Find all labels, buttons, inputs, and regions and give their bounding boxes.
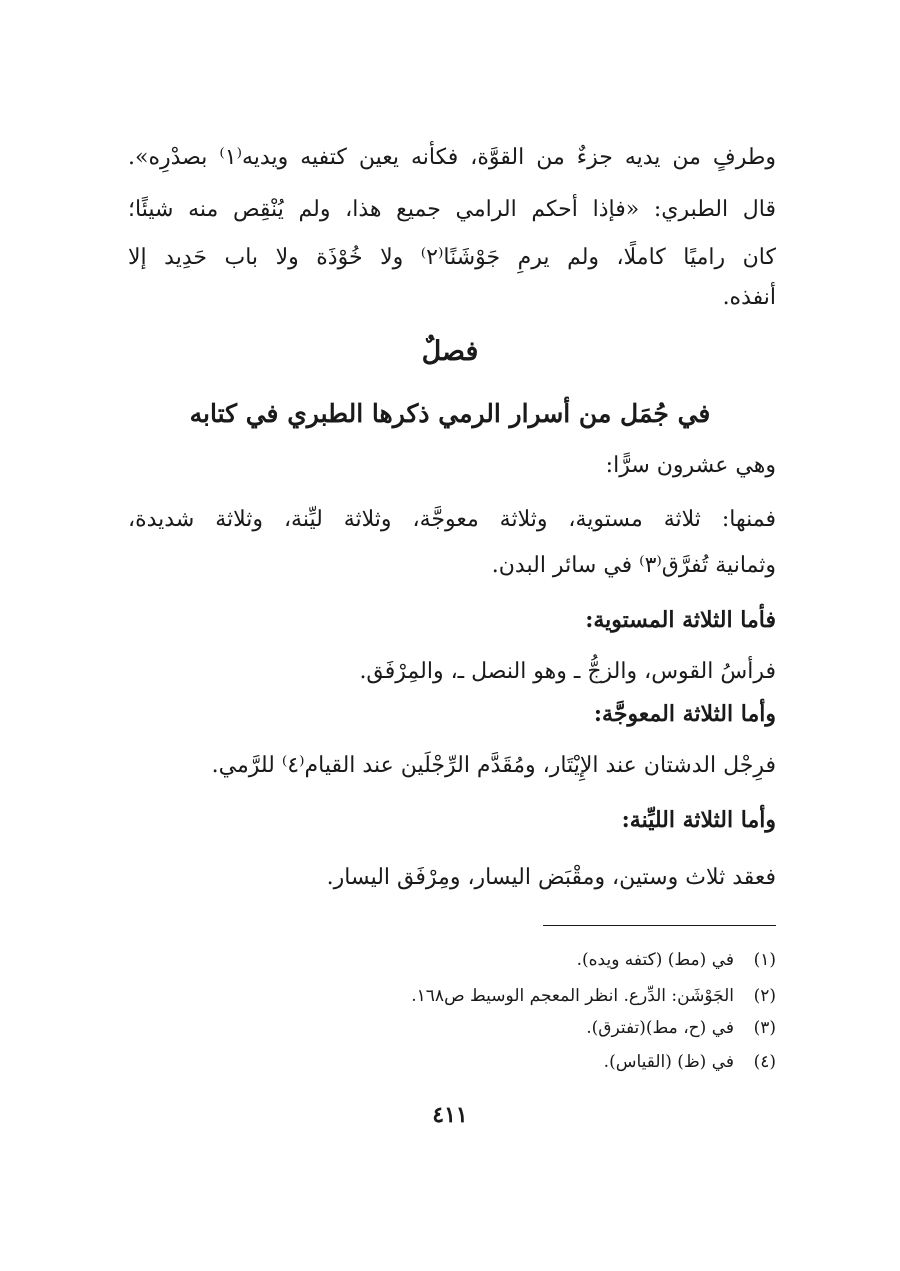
footnote-text: في (ح، مط)(تفترق). <box>586 1018 734 1038</box>
body-line: فرِجْل الدشتان عند الإِيْتَار، ومُقَدَّم الرِّجْلَين عند القيام⁽٤⁾ للرَّمي. <box>211 753 776 778</box>
body-line: كان راميًا كاملًا، ولم يرمِ جَوْشَنًا⁽٢⁾ ولا خُوْذَة ولا باب حَدِيد إلا <box>128 245 776 270</box>
footnote-number: (٤) <box>753 1052 776 1072</box>
section-title: فصلٌ <box>421 336 479 367</box>
page-number: ٤١١ <box>432 1102 468 1128</box>
body-line: فعقد ثلاث وستين، ومقْبَض اليسار، ومِرْفَق اليسار. <box>326 865 776 890</box>
body-line: فمنها: ثلاثة مستوية، وثلاثة معوجَّة، وثلاثة ليِّنة، وثلاثة شديدة، <box>128 507 776 532</box>
footnote-number: (٢) <box>753 986 776 1006</box>
footnote-divider <box>543 925 776 926</box>
body-line: وهي عشرون سرًّا: <box>605 453 776 478</box>
footnote-text: في (مط) (كتفه ويده). <box>576 950 734 970</box>
footnote <box>200 1013 776 1043</box>
footnote-text: في (ظ) (القياس). <box>603 1052 734 1072</box>
footnote-number: (١) <box>753 950 776 970</box>
footnote <box>200 945 776 975</box>
footnote-number: (٣) <box>753 1018 776 1038</box>
subheading-soft: وأما الثلاثة الليِّنة: <box>621 807 776 833</box>
body-line: وثمانية تُفرَّق⁽٣⁾ في سائر البدن. <box>491 553 776 578</box>
body-line: أنفذه. <box>722 285 776 310</box>
body-line: قال الطبري: «فإذا أحكم الرامي جميع هذا، ولم يُنْقِص منه شيئًا؛ <box>128 197 776 222</box>
footnote <box>200 981 776 1011</box>
subheading-crooked: وأما الثلاثة المعوجَّة: <box>593 701 776 727</box>
subheading-straight: فأما الثلاثة المستوية: <box>585 607 776 633</box>
body-line: فرأسُ القوس، والزجُّ ـ وهو النصل ـ، والمِرْفَق. <box>359 659 776 684</box>
footnote-text: الجَوْشَن: الدِّرع. انظر المعجم الوسيط ص١٦٨. <box>411 986 734 1006</box>
body-line: وطرفٍ من يديه جزءٌ من القوَّة، فكأنه يعين كتفيه ويديه⁽١⁾ بصدْرِه». <box>128 145 777 170</box>
footnote <box>200 1047 776 1077</box>
section-subtitle: في جُمَل من أسرار الرمي ذكرها الطبري في كتابه <box>189 399 711 428</box>
